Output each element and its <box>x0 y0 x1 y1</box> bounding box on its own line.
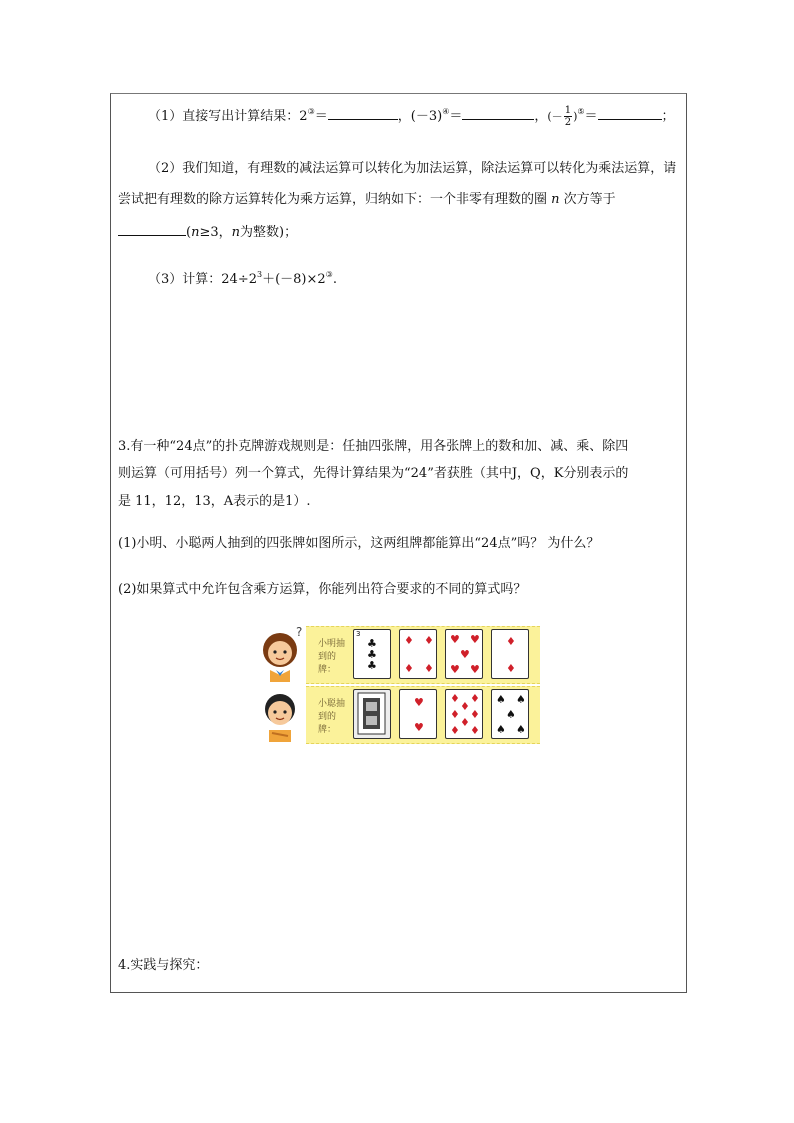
sep-1: ， <box>397 109 411 124</box>
club-icon: ♣ <box>367 648 377 661</box>
end-1: ； <box>661 109 675 124</box>
diamond-icon: ♦ <box>470 708 480 721</box>
expr-a-exp: ③ <box>307 107 315 116</box>
diamond-icon: ♦ <box>460 716 470 729</box>
q3-line2: 则运算（可用括号）列一个算式，先得计算结果为“24”者获胜（其中J，Q，K分别表示的 <box>118 466 629 481</box>
q2-part2-line3 <box>118 223 297 242</box>
fraction-half <box>564 105 572 128</box>
eq-2: ＝ <box>449 109 463 124</box>
paren-open: ( <box>186 225 192 240</box>
eq-1: ＝ <box>314 109 328 124</box>
spade-icon: ♠ <box>516 693 526 706</box>
expr-c-close: ) <box>573 110 578 123</box>
answer-blank-3 <box>598 107 662 120</box>
expr-a-base: 2 <box>299 109 308 124</box>
card-corner: 3 <box>356 630 361 638</box>
sep-2: ， <box>534 109 548 124</box>
q2-part1 <box>148 105 675 128</box>
xiaoming-avatar-icon <box>258 626 306 682</box>
diamond-icon: ♦ <box>506 635 516 648</box>
jack-face-icon <box>354 690 389 737</box>
answer-blank-2 <box>462 107 534 120</box>
expr-c-open: (－ <box>547 110 563 123</box>
cards-figure <box>258 624 540 744</box>
diamond-icon: ♦ <box>450 708 460 721</box>
card-xiaocong-1 <box>353 689 391 739</box>
heart-icon: ♥ <box>450 633 460 646</box>
diamond-icon: ♦ <box>460 700 470 713</box>
card-xiaoming-3 <box>445 629 483 679</box>
q4-label: 4.实践与探究： <box>118 958 209 973</box>
q2-part2-line1: （2）我们知道，有理数的减法运算可以转化为加法运算，除法运算可以转化为乘法运算，请 <box>148 161 677 176</box>
q2-part3-exp1: 3 <box>256 270 263 279</box>
q2-part2-line2 <box>118 191 616 209</box>
diamond-icon: ♦ <box>404 634 414 647</box>
question-mark: ? <box>296 626 303 639</box>
q2-part3-exp2: ③ <box>325 270 333 279</box>
var-n: n <box>551 192 560 207</box>
fraction-numerator: 1 <box>564 105 572 116</box>
q3-sub2: (2)如果算式中允许包含乘方运算，你能列出符合要求的不同的算式吗？ <box>118 582 527 597</box>
card-xiaoming-2 <box>399 629 437 679</box>
q2-part2-line2-b: 次方等于 <box>559 192 616 207</box>
q3-line1: 3.有一种“24点”的扑克牌游戏规则是：任抽四张牌，用各张牌上的数和加、减、乘、除四 <box>118 439 629 454</box>
spade-icon: ♠ <box>496 723 506 736</box>
q2-part3-mid: ＋(－8)×2 <box>262 272 326 287</box>
heart-icon: ♥ <box>470 663 480 676</box>
expr-b-base: (－3) <box>410 109 443 124</box>
q2-part2-line2-a: 尝试把有理数的除方运算转化为乘方运算，归纳如下：一个非零有理数的圈 <box>118 192 552 207</box>
card-xiaocong-2 <box>399 689 437 739</box>
club-icon: ♣ <box>367 637 377 650</box>
condition-1: ≥3， <box>199 225 232 240</box>
card-xiaocong-3 <box>445 689 483 739</box>
heart-icon: ♥ <box>414 721 424 734</box>
q2-part3 <box>148 271 337 289</box>
answer-blank-4 <box>118 223 186 236</box>
club-icon: ♣ <box>367 659 377 672</box>
q2-part1-label: （1）直接写出计算结果： <box>148 109 300 124</box>
diamond-icon: ♦ <box>424 662 434 675</box>
diamond-icon: ♦ <box>450 724 460 737</box>
tag-xiaocong: 小聪抽到的牌： <box>318 699 346 735</box>
q3-sub1: (1)小明、小聪两人抽到的四张牌如图所示，这两组牌都能算出“24点”吗？ 为什么？ <box>118 536 600 551</box>
fraction-denominator: 2 <box>564 117 572 128</box>
diamond-icon: ♦ <box>470 724 480 737</box>
heart-icon: ♥ <box>470 633 480 646</box>
heart-icon: ♥ <box>460 648 470 661</box>
q2-part3-end: . <box>332 272 337 287</box>
tag-xiaoming: 小明抽到的牌： <box>318 639 346 675</box>
spade-icon: ♠ <box>506 708 516 721</box>
card-xiaoming-4 <box>491 629 529 679</box>
answer-blank-1 <box>328 107 398 120</box>
expr-b-exp: ④ <box>442 107 450 116</box>
eq-3: ＝ <box>584 109 598 124</box>
q3-line3: 是 11，12，13，A表示的是1）. <box>118 494 311 509</box>
spade-icon: ♠ <box>496 693 506 706</box>
condition-2: 为整数)； <box>240 225 298 240</box>
diamond-icon: ♦ <box>424 634 434 647</box>
card-xiaocong-4 <box>491 689 529 739</box>
xiaocong-avatar-icon <box>258 686 306 742</box>
expr-c-exp: ⑤ <box>577 107 585 116</box>
diamond-icon: ♦ <box>506 662 516 675</box>
card-xiaoming-1 <box>353 629 391 679</box>
heart-icon: ♥ <box>414 696 424 709</box>
q2-part3-label: （3）计算：24÷2 <box>148 272 257 287</box>
diamond-icon: ♦ <box>470 692 480 705</box>
var-n-3: n <box>231 225 240 240</box>
diamond-icon: ♦ <box>404 662 414 675</box>
var-n-2: n <box>191 225 200 240</box>
heart-icon: ♥ <box>450 663 460 676</box>
spade-icon: ♠ <box>516 723 526 736</box>
diamond-icon: ♦ <box>450 692 460 705</box>
